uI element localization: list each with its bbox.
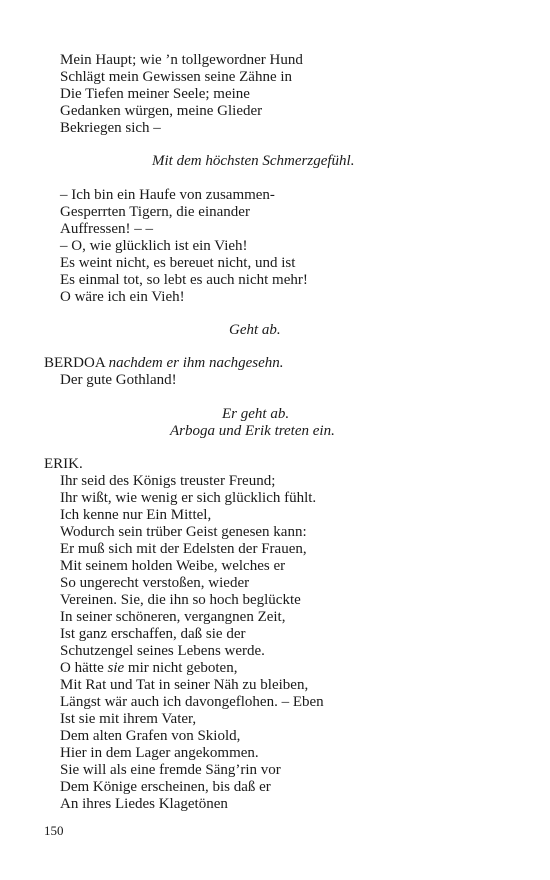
verse-line [60, 660, 237, 677]
verse-line: Vereinen. Sie, die ihn so hoch beglückte [60, 592, 301, 608]
verse-line: Bekriegen sich – [60, 120, 161, 136]
verse-line: Auffressen! – – [60, 221, 154, 237]
verse-line: – Ich bin ein Haufe von zusammen- [60, 187, 275, 203]
verse-line: Er muß sich mit der Edelsten der Frauen, [60, 541, 307, 557]
verse-line: Längst wär auch ich davongeflohen. – Eben [60, 694, 324, 710]
verse-line: So ungerecht verstoßen, wieder [60, 575, 250, 591]
verse-line: An ihres Liedes Klagetönen [60, 796, 228, 812]
verse-line: Es weint nicht, es bereuet nicht, und ist [60, 255, 296, 271]
stage-direction: Mit dem höchsten Schmerzgefühl. [152, 153, 355, 169]
stage-direction: Arboga und Erik treten ein. [170, 423, 335, 439]
verse-text: mir nicht geboten, [124, 660, 238, 676]
verse-text: O hätte [60, 660, 108, 676]
verse-line: Es einmal tot, so lebt es auch nicht mehr! [60, 272, 308, 288]
stage-direction: Geht ab. [229, 322, 281, 338]
verse-line: O wäre ich ein Vieh! [60, 289, 185, 305]
verse-line: Ist ganz erschaffen, daß sie der [60, 626, 246, 642]
verse-line: Schlägt mein Gewissen seine Zähne in [60, 69, 293, 85]
speaker-direction: nachdem er ihm nachgesehn. [108, 355, 284, 371]
speaker-name: BERDOA [44, 355, 105, 371]
verse-line: Wodurch sein trüber Geist genesen kann: [60, 524, 307, 540]
verse-line: Gesperrten Tigern, die einander [60, 204, 250, 220]
emphasis: sie [107, 660, 125, 676]
verse-line: Dem alten Grafen von Skiold, [60, 728, 241, 744]
verse-line: Mit seinem holden Weibe, welches er [60, 558, 286, 574]
speaker-name: ERIK. [44, 456, 83, 472]
verse-line: Ist sie mit ihrem Vater, [60, 711, 197, 727]
verse-line: In seiner schöneren, vergangnen Zeit, [60, 609, 286, 625]
verse-line: – O, wie glücklich ist ein Vieh! [60, 238, 248, 254]
verse-line: Mein Haupt; wie ’n tollgewordner Hund [60, 52, 303, 68]
verse-line: Mit Rat und Tat in seiner Näh zu bleiben, [60, 677, 309, 693]
verse-line: Ich kenne nur Ein Mittel, [60, 507, 212, 523]
speaker-line [44, 355, 284, 372]
verse-line: Dem Könige erscheinen, bis daß er [60, 779, 271, 795]
verse-line: Ihr wißt, wie wenig er sich glücklich fühlt. [60, 490, 317, 506]
verse-line: Die Tiefen meiner Seele; meine [60, 86, 250, 102]
verse-line: Hier in dem Lager angekommen. [60, 745, 259, 761]
page-number: 150 [44, 823, 64, 838]
verse-line: Ihr seid des Königs treuster Freund; [60, 473, 276, 489]
verse-line: Gedanken würgen, meine Glieder [60, 103, 263, 119]
verse-line: Der gute Gothland! [60, 372, 177, 388]
verse-line: Schutzengel seines Lebens werde. [60, 643, 265, 659]
verse-line: Sie will als eine fremde Säng’rin vor [60, 762, 281, 778]
stage-direction: Er geht ab. [222, 406, 290, 422]
